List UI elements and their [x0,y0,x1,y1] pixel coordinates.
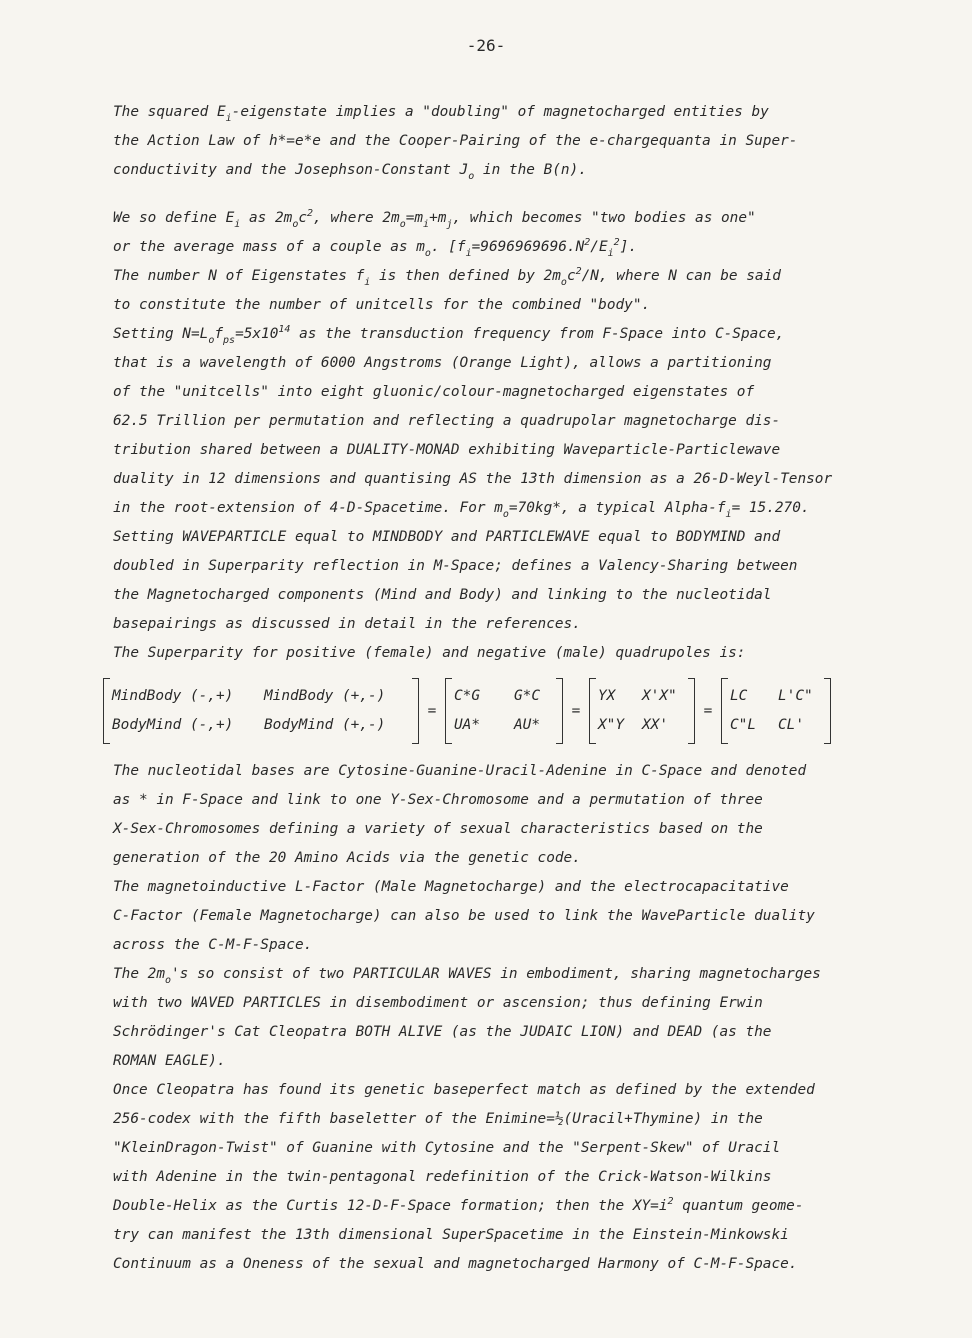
text-line: conductivity and the Josephson-Constant $J_o$ in the B(n). [113,162,587,182]
text-line: We so define $E_i$ as $2m_oc^2$, where $2m_o=m_i+m_j$, which becomes "two bodies as one" [113,208,756,230]
text-line: across the C-M-F-Space. [113,937,313,953]
body-text [113,98,913,1279]
matrix-cell: AU* [514,717,540,733]
text-line: try can manifest the 13th dimensional SuperSpacetime in the Einstein-Minkowski [113,1227,789,1243]
matrix-cell: MindBody (-,+) [112,688,234,704]
text-line: with Adenine in the twin-pentagonal redefinition of the Crick-Watson-Wilkins [113,1169,772,1185]
text-line: generation of the 20 Amino Acids via the genetic code. [113,850,581,866]
matrix-cell: X"Y [598,717,624,733]
text-line: as * in F-Space and link to one Y-Sex-Chromosome and a permutation of three [113,792,763,808]
text-line: Schrödinger's Cat Cleopatra BOTH ALIVE (as the JUDAIC LION) and DEAD (as the [113,1024,772,1040]
matrix-cell: BodyMind (-,+) [112,717,234,733]
matrix-cell: UA* [454,717,480,733]
text-line: tribution shared between a DUALITY-MONAD exhibiting Waveparticle-Particlewave [113,442,781,458]
text-line: 256-codex with the fifth baseletter of the Enimine=½(Uracil+Thymine) in the [113,1111,763,1127]
text-line: C-Factor (Female Magnetocharge) can also be used to link the WaveParticle duality [113,908,815,924]
text-line: in the root-extension of 4-D-Spacetime. For $m_o=70kg*$, a typical Alpha-$f_i= 15.270$. [113,500,810,520]
text-line: The number N of Eigenstates $f_i$ is then defined by $2m_oc^2/N$, where N can be said [113,266,781,288]
matrix-mind-body [103,678,419,744]
text-line: of the "unitcells" into eight gluonic/colour-magnetocharged eigenstates of [113,384,755,400]
text-line: 62.5 Trillion per permutation and reflecting a quadrupolar magnetocharge dis- [113,413,781,429]
matrix-cell: C"L [730,717,756,733]
page-number: -26- [466,36,506,55]
matrix-cell: XX' [642,717,668,733]
matrix-cell: CL' [778,717,804,733]
text-line: the Action Law of h*=e*e and the Cooper-Pairing of the e-chargequanta in Super- [113,133,798,149]
matrix-cell: L'C" [778,688,813,704]
matrix-cell: C*G [454,688,480,704]
text-line: Double-Helix as the Curtis 12-D-F-Space formation; then the $XY=i^2$ quantum geome- [113,1196,804,1214]
matrix-chromosomes [589,678,695,744]
text-line: Setting WAVEPARTICLE equal to MINDBODY and PARTICLEWAVE equal to BODYMIND and [113,529,781,545]
text-line: ROMAN EAGLE). [113,1053,226,1069]
text-line: Setting $N=L_of_{ps}=5x10^{14}$ as the transduction frequency from F-Space into C-Space, [113,324,785,346]
text-line: with two WAVED PARTICLES in disembodiment or ascension; thus defining Erwin [113,995,763,1011]
text-line: to constitute the number of unitcells for the combined "body". [113,297,651,313]
text-line: the Magnetocharged components (Mind and Body) and linking to the nucleotidal [113,587,772,603]
text-line: doubled in Superparity reflection in M-Space; defines a Valency-Sharing between [113,558,798,574]
matrix-cell: X'X" [642,688,677,704]
text-line: The magnetoinductive L-Factor (Male Magnetocharge) and the electrocapacitative [113,879,789,895]
text-line: duality in 12 dimensions and quantising AS the 13th dimension as a 26-D-Weyl-Tensor [113,471,833,487]
text-line: "KleinDragon-Twist" of Guanine with Cytosine and the "Serpent-Skew" of Uracil [113,1140,781,1156]
text-line: The squared $E_i$-eigenstate implies a "doubling" of magnetocharged entities by [113,104,769,124]
matrix-cell: BodyMind (+,-) [264,717,386,733]
equals-sign: = [427,702,437,719]
matrix-cell: G*C [514,688,540,704]
text-line: The nucleotidal bases are Cytosine-Guanine-Uracil-Adenine in C-Space and denoted [113,763,807,779]
matrix-cell: MindBody (+,-) [264,688,386,704]
matrix-cell: YX [598,688,616,704]
matrix-nucleotides [445,678,563,744]
text-line: Once Cleopatra has found its genetic baseperfect match as defined by the extended [113,1082,815,1098]
text-line: X-Sex-Chromosomes defining a variety of sexual characteristics based on the [113,821,763,837]
equals-sign: = [703,702,713,719]
text-line: Continuum as a Oneness of the sexual and magnetocharged Harmony of C-M-F-Space. [113,1256,798,1272]
text-line: that is a wavelength of 6000 Angstroms (Orange Light), allows a partitioning [113,355,772,371]
matrix-lc-factors [721,678,831,744]
text-line: The $2m_o's$ so consist of two PARTICULAR WAVES in embodiment, sharing magnetocharges [113,966,821,986]
equals-sign: = [571,702,581,719]
matrix-cell: LC [730,688,748,704]
text-line: or the average mass of a couple as $m_o$. $[f_i=9696969696.N^2/E_i^2]$. [113,237,638,259]
superparity-matrix-equation [103,674,913,748]
text-line: basepairings as discussed in detail in the references. [113,616,581,632]
text-line: The Superparity for positive (female) and negative (male) quadrupoles is: [113,645,746,661]
